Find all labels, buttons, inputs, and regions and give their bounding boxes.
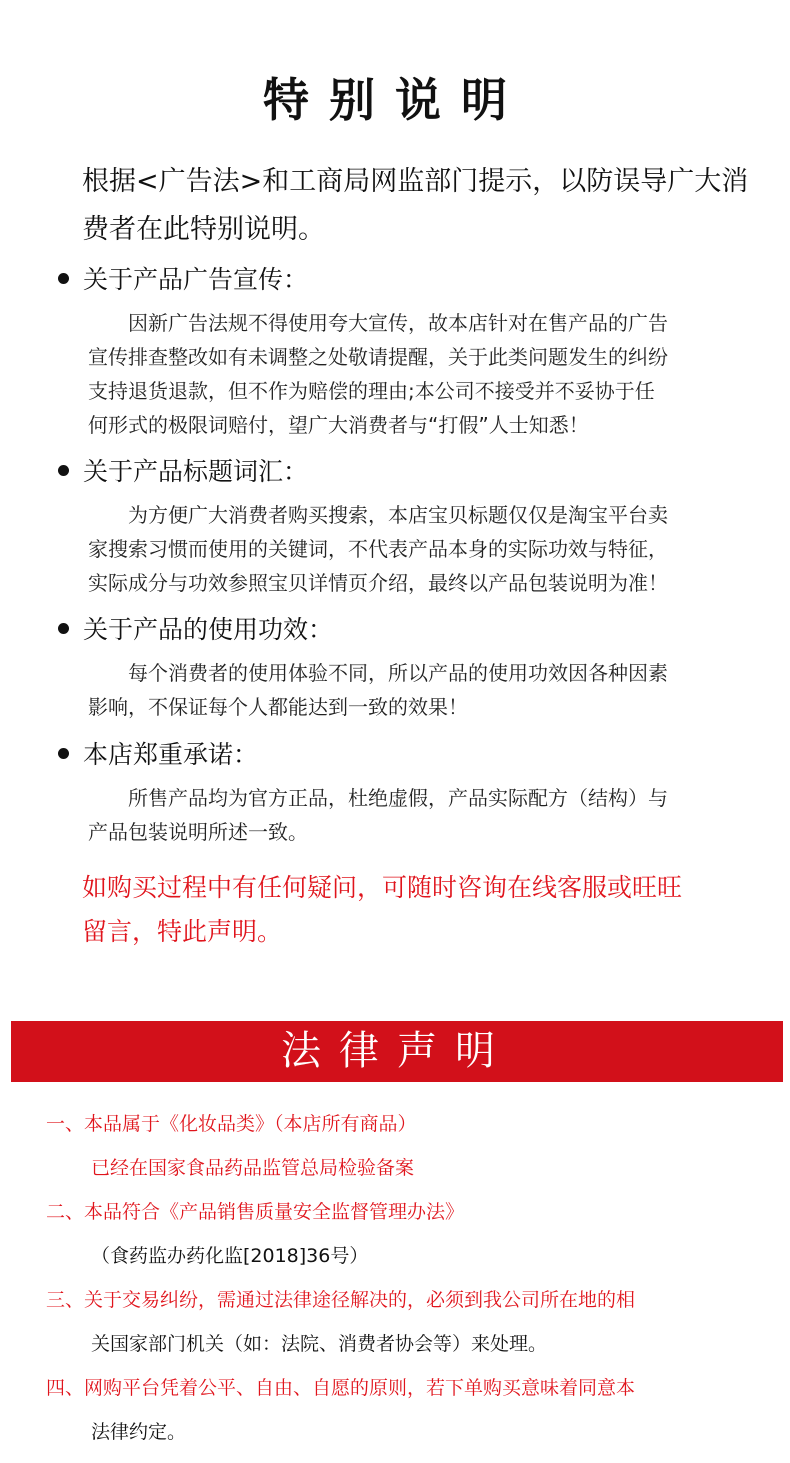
intro-line: 费者在此特别说明。 [82,214,325,245]
legal-item-main: 一、本品属于《化妆品类》（本店所有商品） [46,1113,417,1135]
legal-statement-list [46,1102,766,1454]
section-store-promise [55,733,755,849]
body-line: 影响，不保证每个人都能达到一致的效果！ [88,695,468,719]
section-body [88,306,755,442]
legal-item [46,1102,766,1190]
legal-item-sub: 关国家部门机关（如：法院、消费者协会等）来处理。 [91,1333,548,1355]
bullet-icon [58,623,69,634]
body-line: 每个消费者的使用体验不同，所以产品的使用功效因各种因素 [128,661,668,685]
section-heading: 关于产品的使用功效： [83,615,334,644]
section-heading: 关于产品广告宣传： [83,265,309,294]
section-body [88,498,755,600]
body-line: 为方便广大消费者购买搜索，本店宝贝标题仅仅是淘宝平台卖 [128,503,668,527]
legal-item-main: 四、网购平台凭着公平、自由、自愿的原则，若下单购买意味着同意本 [46,1377,636,1399]
legal-item-main: 二、本品符合《产品销售质量安全监督管理办法》 [46,1201,465,1223]
legal-item-main: 三、关于交易纠纷，需通过法律途径解决的，必须到我公司所在地的相 [46,1289,636,1311]
body-line: 支持退货退款，但不作为赔偿的理由;本公司不接受并不妥协于任 [88,379,655,403]
section-usage-effect [55,608,755,724]
intro-paragraph [82,158,749,254]
legal-item-sub: 已经在国家食品药品监管总局检验备案 [91,1157,415,1179]
legal-item-sub: （食药监办药化监[2018]36号） [91,1245,369,1267]
legal-item [46,1366,766,1454]
body-line: 产品包装说明所述一致。 [88,820,308,844]
body-line: 宣传排查整改如有未调整之处敬请提醒，关于此类问题发生的纠纷 [88,345,668,369]
legal-item-sub: 法律约定。 [91,1421,187,1443]
notice-line: 如购买过程中有任何疑问，可随时咨询在线客服或旺旺 [82,873,683,902]
body-line: 实际成分与功效参照宝贝详情页介绍，最终以产品包装说明为准！ [88,571,668,595]
section-heading: 关于产品标题词汇： [83,457,309,486]
body-line: 因新广告法规不得使用夸大宣传，故本店针对在售产品的广告 [128,311,668,335]
notice-line: 留言，特此声明。 [82,917,283,946]
body-line: 所售产品均为官方正品，杜绝虚假，产品实际配方（结构）与 [128,786,668,810]
section-ad-promotion [55,258,755,442]
page-title: 特别说明 [263,73,527,127]
section-body [88,781,755,849]
intro-line: 根据<广告法>和工商局网监部门提示，以防误导广大消 [82,166,749,197]
bullet-icon [58,273,69,284]
body-line: 何形式的极限词赔付，望广大消费者与“打假”人士知悉！ [88,413,589,437]
section-title-keywords [55,450,755,600]
section-heading: 本店郑重承诺： [83,740,259,769]
bullet-icon [58,465,69,476]
section-body [88,656,755,724]
body-line: 家搜索习惯而使用的关键词，不代表产品本身的实际功效与特征， [88,537,668,561]
legal-item [46,1190,766,1278]
contact-notice [82,866,682,954]
bullet-icon [58,748,69,759]
legal-statement-banner: 法律声明 [11,1021,783,1082]
legal-item [46,1278,766,1366]
